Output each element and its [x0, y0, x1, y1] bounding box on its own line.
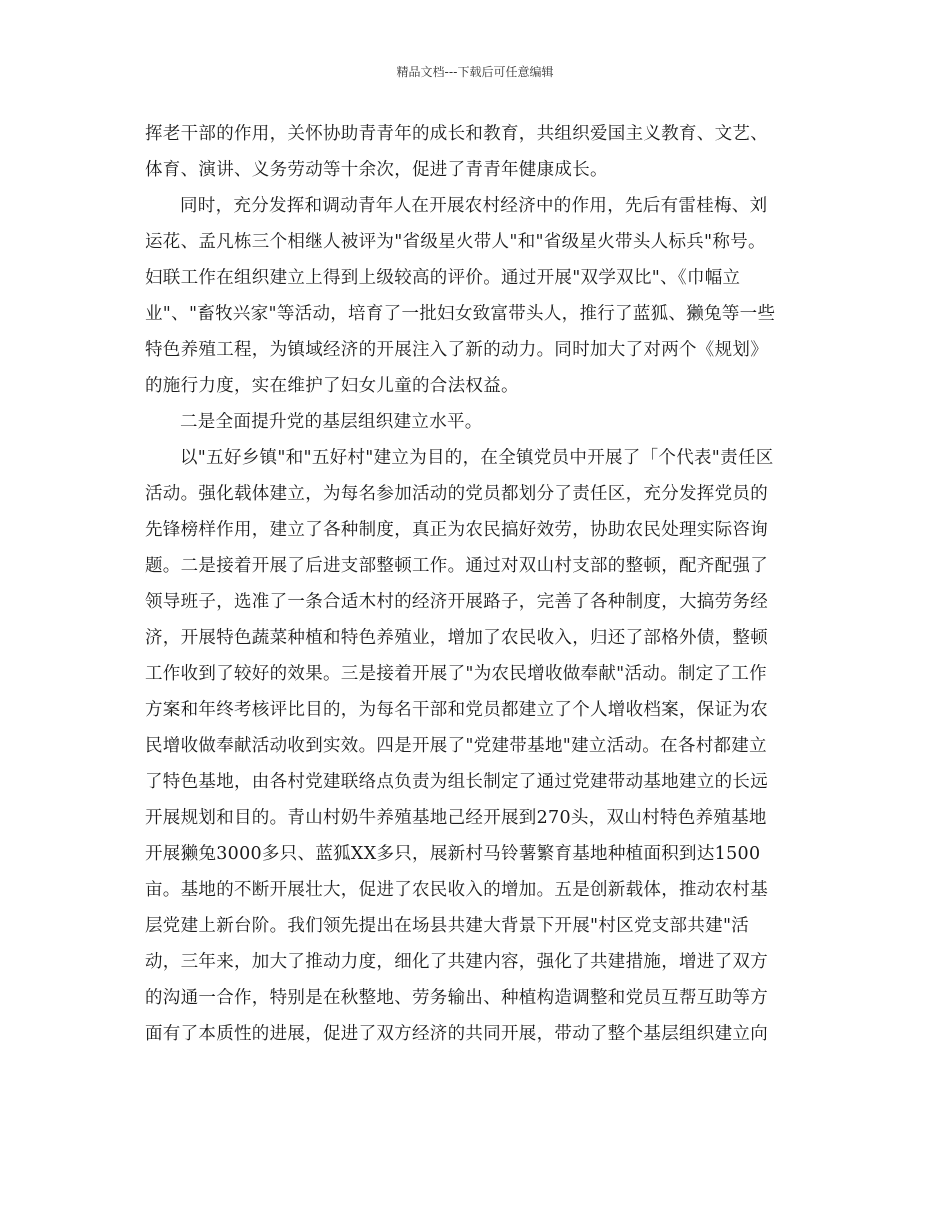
page-header: 精品文档---下载后可任意编辑 — [396, 65, 554, 79]
body-line: 了特色基地，由各村党建联络点负责为组长制定了通过党建带动基地建立的长远 — [145, 772, 768, 792]
section-heading: 二是全面提升党的基层组织建立水平。 — [180, 412, 483, 432]
body-line: 业"、"畜牧兴家"等活动，培育了一批妇女致富带头人，推行了蓝狐、獭兔等一些 — [145, 304, 776, 324]
body-line: 先锋榜样作用，建立了各种制度，真正为农民搞好效劳，协助农民处理实际咨询 — [145, 520, 768, 540]
body-line: 方案和年终考核评比目的，为每名干部和党员都建立了个人增收档案，保证为农 — [145, 700, 768, 720]
body-line: 活动。强化载体建立，为每名参加活动的党员都划分了责任区，充分发挥党员的 — [145, 484, 768, 504]
body-line: 体育、演讲、义务劳动等十余次，促进了青青年健康成长。 — [145, 160, 608, 180]
body-line: 的沟通一合作，特别是在秋整地、劳务输出、种植构造调整和党员互帮互助等方 — [145, 988, 768, 1008]
body-line: 开展规划和目的。青山村奶牛养殖基地己经开展到270头，双山村特色养殖基地 — [145, 808, 767, 828]
document-body — [145, 116, 807, 1052]
body-line: 特色养殖工程，为镇域经济的开展注入了新的动力。同时加大了对两个《规划》 — [145, 340, 768, 360]
body-line: 层党建上新台阶。我们领先提出在场县共建大背景下开展"村区党支部共建"活 — [145, 916, 750, 936]
body-line: 亩。基地的不断开展壮大，促进了农民收入的增加。五是创新载体，推动农村基 — [145, 880, 768, 900]
body-line: 动，三年来，加大了推动力度，细化了共建内容，强化了共建措施，增进了双方 — [145, 952, 768, 972]
body-line: 领导班子，选准了一条合适木村的经济开展路子，完善了各种制度，大搞劳务经 — [145, 592, 768, 612]
body-line: 运花、孟凡栋三个相继人被评为"省级星火带人"和"省级星火带头人标兵"称号。 — [145, 232, 766, 252]
paragraph-first-line: 以"五好乡镇"和"五好村"建立为目的，在全镇党员中开展了「个代表"责任区 — [180, 448, 774, 468]
body-line: 的施行力度，实在维护了妇女儿童的合法权益。 — [145, 376, 519, 396]
body-line: 工作收到了较好的效果。三是接着开展了"为农民增收做奉献"活动。制定了工作 — [145, 664, 767, 684]
body-line: 开展獭兔3000多只、蓝狐XX多只，展新村马铃薯繁育基地种植面积到达1500 — [145, 844, 761, 864]
body-line: 民增收做奉献活动收到实效。四是开展了"党建带基地"建立活动。在各村都建立 — [145, 736, 767, 756]
body-line: 济，开展特色蔬菜种植和特色养殖业，增加了农民收入，归还了部格外债，整顿 — [145, 628, 768, 648]
body-line: 妇联工作在组织建立上得到上级较高的评价。通过开展"双学双比"、《巾幅立 — [145, 268, 741, 288]
body-line: 面有了本质性的进展，促进了双方经济的共同开展，带动了整个基层组织建立向 — [145, 1024, 768, 1044]
paragraph-first-line: 同时，充分发挥和调动青年人在开展农村经济中的作用，先后有雷桂梅、刘 — [180, 196, 768, 216]
body-line: 挥老干部的作用，关怀协助青青年的成长和教育，共组织爱国主义教育、文艺、 — [145, 124, 768, 144]
body-line: 题。二是接着开展了后进支部整顿工作。通过对双山村支部的整顿，配齐配强了 — [145, 556, 768, 576]
